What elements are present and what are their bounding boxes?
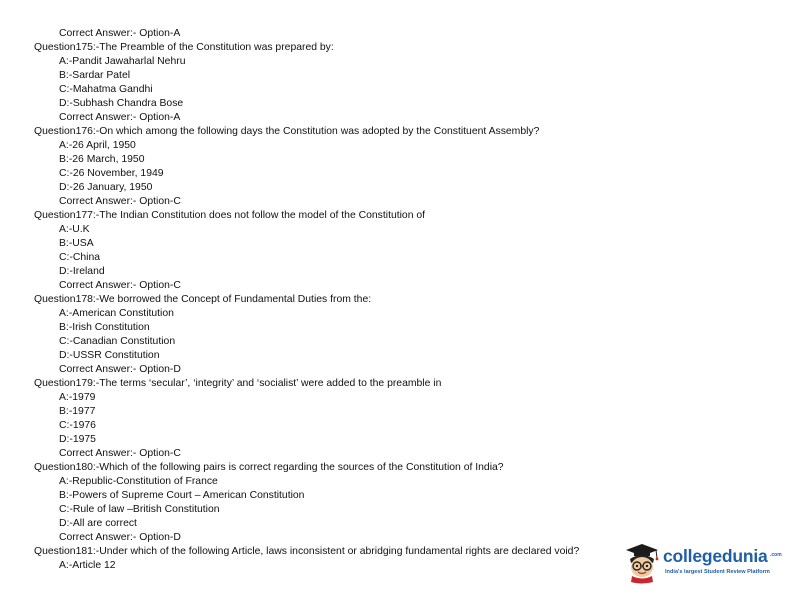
option-line: B:-Sardar Patel	[59, 70, 131, 81]
brand-suffix: .com	[770, 552, 782, 558]
option-line: C:-1976	[59, 420, 96, 431]
option-line: C:-Canadian Constitution	[59, 336, 176, 347]
question-line: Question177:-The Indian Constitution does not follow the model of the Constitution of	[34, 210, 426, 221]
student-mascot-icon	[620, 541, 662, 585]
answer-line: Correct Answer:- Option-D	[59, 364, 181, 375]
collegedunia-watermark	[620, 541, 790, 585]
option-line: D:-Ireland	[59, 266, 105, 277]
option-line: C:-China	[59, 252, 100, 263]
option-line: A:-1979	[59, 392, 96, 403]
option-line: B:-USA	[59, 238, 94, 249]
brand-tagline: India's largest Student Review Platform	[665, 569, 770, 575]
question-line: Question176:-On which among the following days the Constitution was adopted by the Constituent Assembly?	[34, 126, 540, 137]
answer-line: Correct Answer:- Option-C	[59, 196, 181, 207]
option-line: B:-Powers of Supreme Court – American Constitution	[59, 490, 305, 501]
option-line: B:-1977	[59, 406, 96, 417]
option-line: A:-U.K	[59, 224, 90, 235]
option-line: A:-Republic-Constitution of France	[59, 476, 218, 487]
option-line: A:-Pandit Jawaharlal Nehru	[59, 56, 186, 67]
option-line: C:-Rule of law –British Constitution	[59, 504, 220, 515]
option-line: B:-Irish Constitution	[59, 322, 150, 333]
question-line: Question180:-Which of the following pairs is correct regarding the sources of the Constitution of India?	[34, 462, 504, 473]
option-line: B:-26 March, 1950	[59, 154, 145, 165]
option-line: A:-Article 12	[59, 560, 116, 571]
answer-line: Correct Answer:- Option-C	[59, 448, 181, 459]
document-body	[0, 27, 793, 573]
option-line: D:-All are correct	[59, 518, 137, 529]
answer-line: Correct Answer:- Option-D	[59, 532, 181, 543]
option-line: A:-26 April, 1950	[59, 140, 136, 151]
option-line: D:-USSR Constitution	[59, 350, 160, 361]
option-line: D:-Subhash Chandra Bose	[59, 98, 184, 109]
question-line: Question179:-The terms ‘secular’, ‘integrity’ and ‘socialist’ were added to the preamble in	[34, 378, 442, 389]
option-line: D:-1975	[59, 434, 96, 445]
option-line: D:-26 January, 1950	[59, 182, 153, 193]
answer-line: Correct Answer:- Option-A	[59, 28, 181, 39]
question-line: Question181:-Under which of the following Article, laws inconsistent or abridging fundamental rights are declared void?	[34, 546, 580, 557]
option-line: A:-American Constitution	[59, 308, 174, 319]
answer-line: Correct Answer:- Option-C	[59, 280, 181, 291]
answer-line: Correct Answer:- Option-A	[59, 112, 181, 123]
question-line: Question178:-We borrowed the Concept of Fundamental Duties from the:	[34, 294, 372, 305]
option-line: C:-26 November, 1949	[59, 168, 164, 179]
question-line: Question175:-The Preamble of the Constitution was prepared by:	[34, 42, 334, 53]
brand-name: collegedunia	[663, 546, 768, 566]
option-line: C:-Mahatma Gandhi	[59, 84, 153, 95]
